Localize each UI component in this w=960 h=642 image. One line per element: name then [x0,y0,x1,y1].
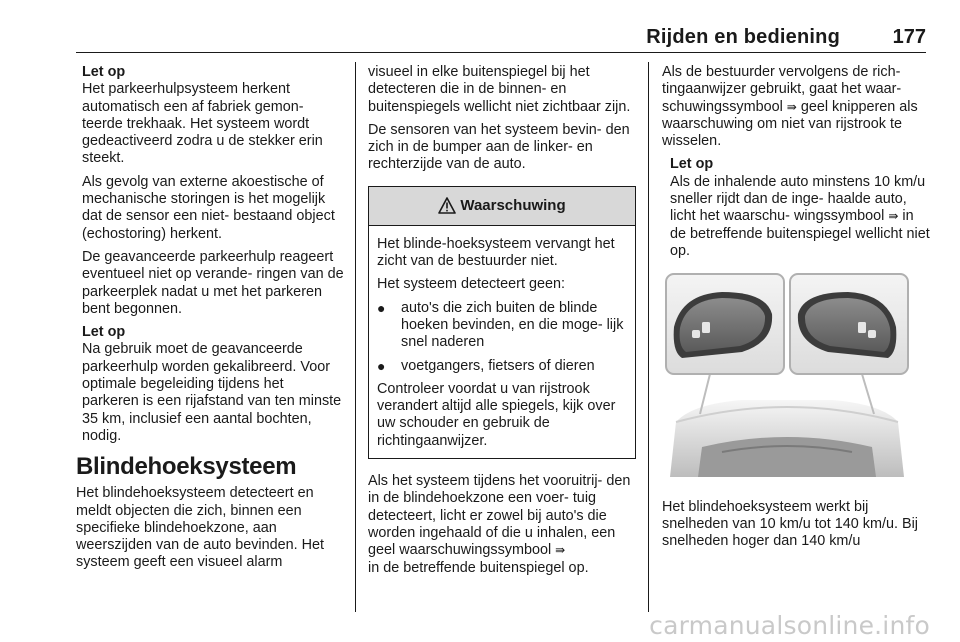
note-text: Na gebruik moet de geavanceerde parkeerhulp worden gekalibreerd. Voor optimale begeleiding tijdens het parkeren is een rijafstand van ten minste 35 km, inclusief een aantal bochten, nodig. [82,341,342,444]
note-text: Het parkeerhulpsysteem herkent automatisch een af fabriek gemon- teerde trekhaak. Het systeem wordt gedeactiveerd zodra u de stekker erin steekt. [82,81,323,167]
paragraph: Als gevolg van externe akoestische of mechanische storingen is het mogelijk dat de sensor een niet- bestaand object (echostoring) herkent. [82,173,335,242]
note-label: Let op [82,64,126,80]
page-number: 177 [892,26,926,48]
paragraph: visueel in elke buitenspiegel bij het detecteren die in de binnen- en buitenspiegels wellicht niet zichtbaar zijn. [368,64,631,115]
warning-triangle-icon [438,197,456,214]
mirror-illustration [662,272,930,482]
bullet-icon: ● [377,299,386,316]
page-header [0,0,960,58]
column-1 [76,64,344,578]
warning-header [369,187,635,226]
note-label: Let op [670,156,714,173]
note-label: Let op [82,324,126,341]
column-2 [368,64,636,583]
list-item: ● auto's die zich buiten de blinde hoeken bevinden, en die moge- lijk snel naderen [377,299,624,351]
bullet-icon: ● [377,357,386,374]
column-divider-2 [648,62,649,612]
paragraph: Het blindehoeksysteem werkt bij snelheden van 10 km/u tot 140 km/u. Bij snelheden hoger dan 140 km/u [662,498,918,550]
paragraph: Als het systeem tijdens het vooruitrij- den in de blindehoekzone een voer- tuig detecteert, licht er zowel bij auto's die worden ingehaald of die u inhalen, een geel waarschuwingssymbool ⇛ in de betreffende buitenspiegel op. [368,473,631,576]
blind-spot-car-icon: ⇛ [555,543,566,558]
paragraph: Als de bestuurder vervolgens de rich- tingaanwijzer gebruikt, gaat het waar- schuwingssymbool ⇛ geel knipperen als waarschuwing om niet van rijstrook te wisselen. [662,64,918,150]
section-title: Rijden en bediening [646,26,840,48]
blind-spot-car-icon: ⇛ [888,209,899,224]
note-text: Als de inhalende auto minstens 10 km/u sneller rijdt dan de inge- haalde auto, licht het waarschu- wingssymbool ⇛ in de betreffende buitenspiegel wellicht niet op. [670,173,930,259]
warning-text: Controleer voordat u van rijstrook verandert altijd alle spiegels, kijk over uw schouder en gebruik de richtingaanwijzer. [377,380,616,449]
header-rule [76,52,926,53]
paragraph: Het blindehoeksysteem detecteert en meldt objecten die zich, binnen een specifieke blindehoekzone, aan weerszijden van de auto bevinden. Het systeem geeft een visueel alarm [76,485,324,571]
paragraph: De geavanceerde parkeerhulp reageert eventueel niet op verande- ringen van de parkeerplek nadat u met het parkeren bent begonnen. [82,248,344,317]
car-mirrors-image [662,272,912,477]
column-3 [662,64,930,556]
paragraph: De sensoren van het systeem bevin- den zich in de bumper aan de linker- en rechterzijde van de auto. [368,121,630,173]
warning-title: Waarschuwing [460,197,566,215]
warning-text: Het blinde-hoeksysteem vervangt het zicht van de bestuurder niet. [377,235,615,270]
list-item: ● voetgangers, fietsers of dieren [377,357,595,374]
blind-spot-car-icon: ⇛ [786,99,797,114]
watermark: carmanualsonline.info [649,611,930,640]
warning-box [368,186,636,459]
warning-body [369,226,635,458]
note-block [662,156,930,260]
section-heading: Blindehoeksysteem [76,453,297,481]
warning-text: Het systeem detecteert geen: [377,276,565,293]
column-divider-1 [355,62,356,612]
